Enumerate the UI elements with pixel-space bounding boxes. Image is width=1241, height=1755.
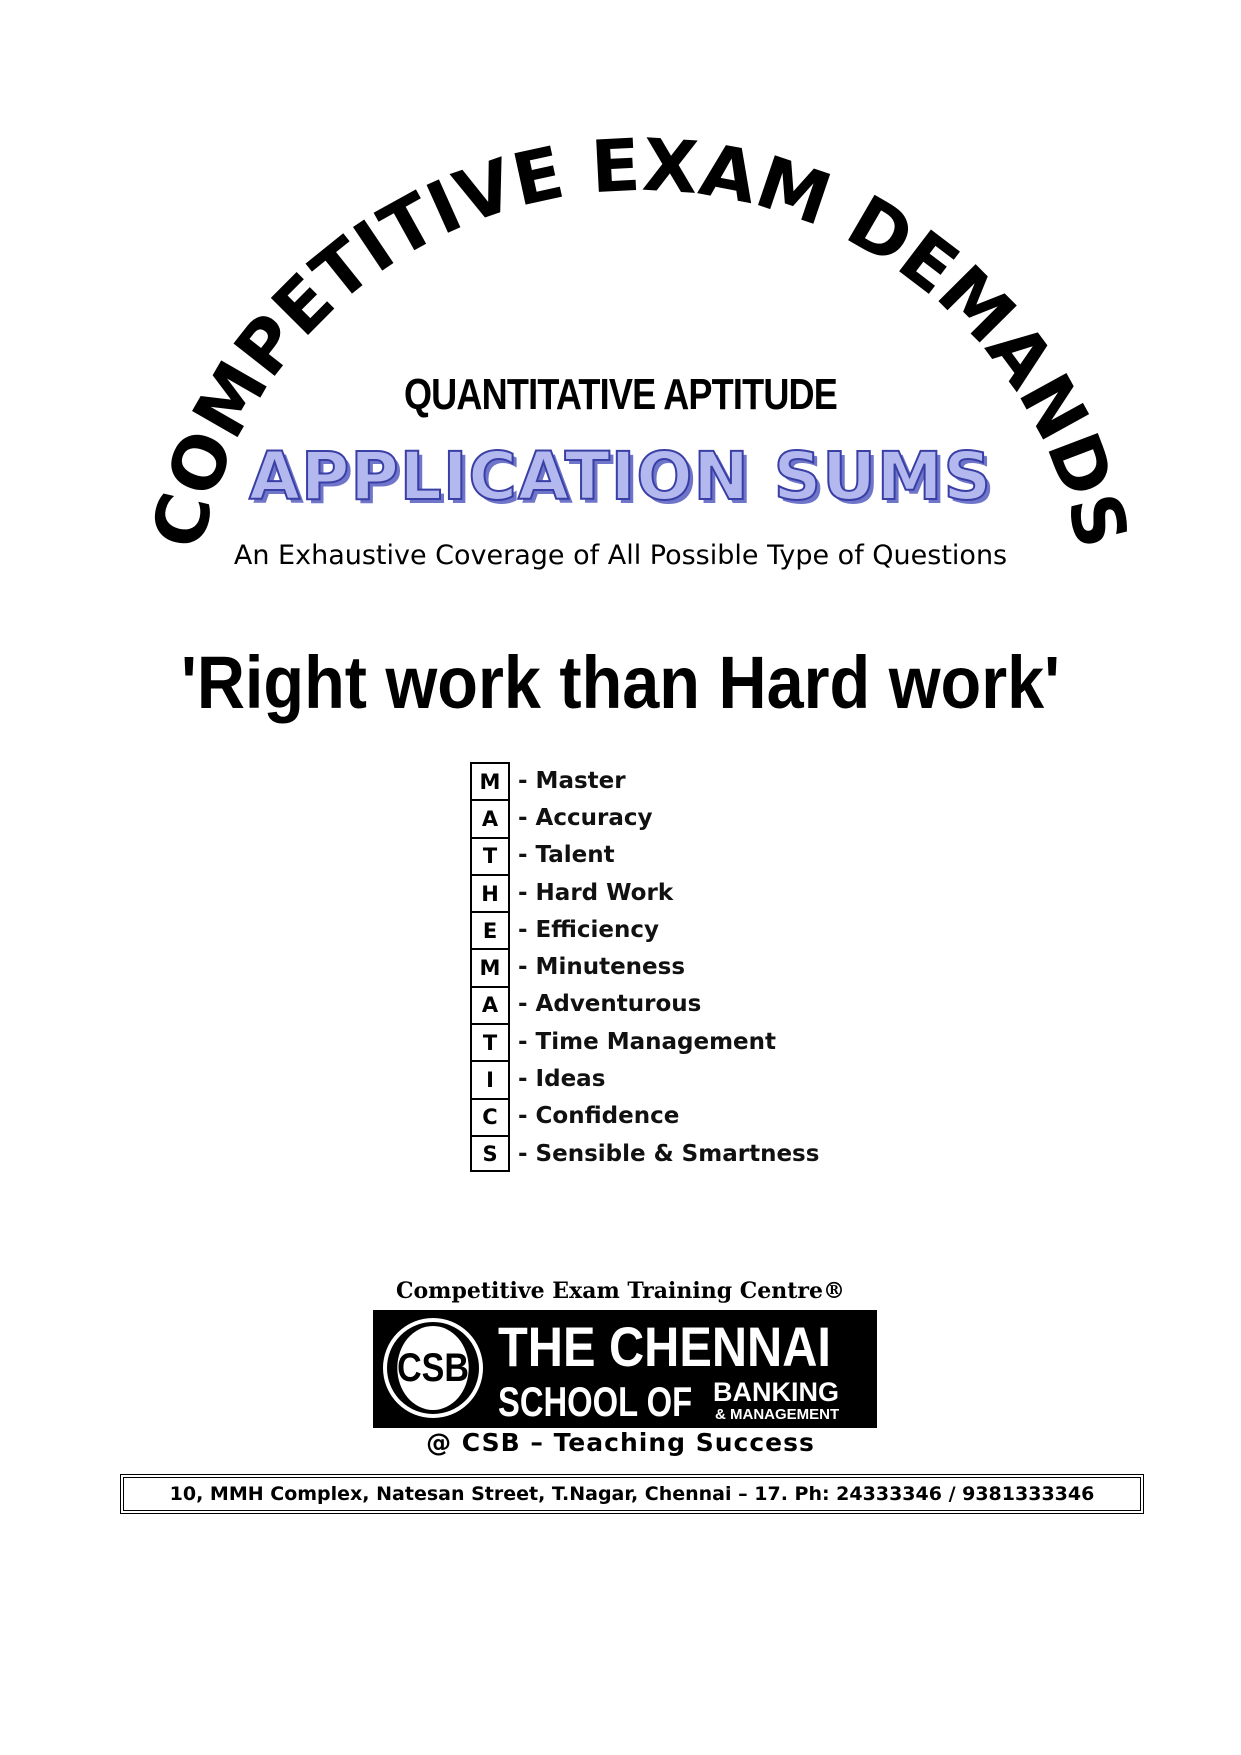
acrostic-letter: S: [470, 1135, 510, 1172]
acrostic-letter: C: [470, 1098, 510, 1135]
acrostic-word: - Adventurous: [518, 991, 702, 1018]
acrostic-letter: E: [470, 911, 510, 948]
csb-emblem-text: CSB: [397, 1326, 468, 1410]
arc-heading-text: COMPETITIVE EXAM DEMANDS: [135, 122, 1145, 556]
acrostic-row: [470, 1060, 819, 1097]
training-centre-line: Competitive Exam Training Centre®: [395, 1278, 845, 1304]
csb-logo: [373, 1310, 877, 1428]
acrostic-word: - Efficiency: [518, 916, 660, 943]
logo-banking: BANKING: [713, 1377, 839, 1407]
tagline: 'Right work than Hard work': [180, 641, 1061, 724]
acrostic-word: - Time Management: [518, 1028, 776, 1055]
logo-management: & MANAGEMENT: [715, 1406, 840, 1423]
acrostic-word: - Hard Work: [518, 879, 674, 906]
acrostic-row: [470, 1135, 819, 1172]
mathematics-acrostic: [470, 762, 819, 1172]
acrostic-row: [470, 837, 819, 874]
acrostic-row: [470, 986, 819, 1023]
acrostic-letter: M: [470, 948, 510, 985]
csb-emblem: [383, 1318, 483, 1418]
motto: @ CSB – Teaching Success: [426, 1428, 815, 1457]
acrostic-word: - Accuracy: [518, 804, 653, 831]
logo-line-2: SCHOOL OF: [498, 1378, 693, 1425]
acrostic-row: [470, 799, 819, 836]
subtitle: An Exhaustive Coverage of All Possible Type of Questions: [233, 540, 1008, 571]
acrostic-word: - Talent: [518, 842, 615, 869]
address-text: 10, MMH Complex, Natesan Street, T.Nagar, Chennai – 17. Ph: 24333346 / 9381333346: [169, 1483, 1095, 1505]
acrostic-row: [470, 1098, 819, 1135]
acrostic-row: [470, 1023, 819, 1060]
acrostic-row: [470, 911, 819, 948]
acrostic-word: - Ideas: [518, 1066, 606, 1093]
acrostic-letter: A: [470, 986, 510, 1023]
acrostic-letter: I: [470, 1060, 510, 1097]
logo-line-1: THE CHENNAI: [498, 1315, 831, 1378]
acrostic-row: [470, 948, 819, 985]
acrostic-row: [470, 762, 819, 799]
acrostic-word: - Master: [518, 767, 626, 794]
acrostic-letter: M: [470, 762, 510, 799]
acrostic-word: - Sensible & Smartness: [518, 1140, 820, 1167]
acrostic-letter: T: [470, 837, 510, 874]
book-title: APPLICATION SUMS: [248, 438, 993, 515]
subject-heading: QUANTITATIVE APTITUDE: [403, 370, 838, 419]
acrostic-word: - Minuteness: [518, 954, 686, 981]
acrostic-word: - Confidence: [518, 1103, 680, 1130]
acrostic-row: [470, 874, 819, 911]
acrostic-letter: H: [470, 874, 510, 911]
address-box: [120, 1474, 1144, 1514]
acrostic-letter: T: [470, 1023, 510, 1060]
acrostic-letter: A: [470, 799, 510, 836]
